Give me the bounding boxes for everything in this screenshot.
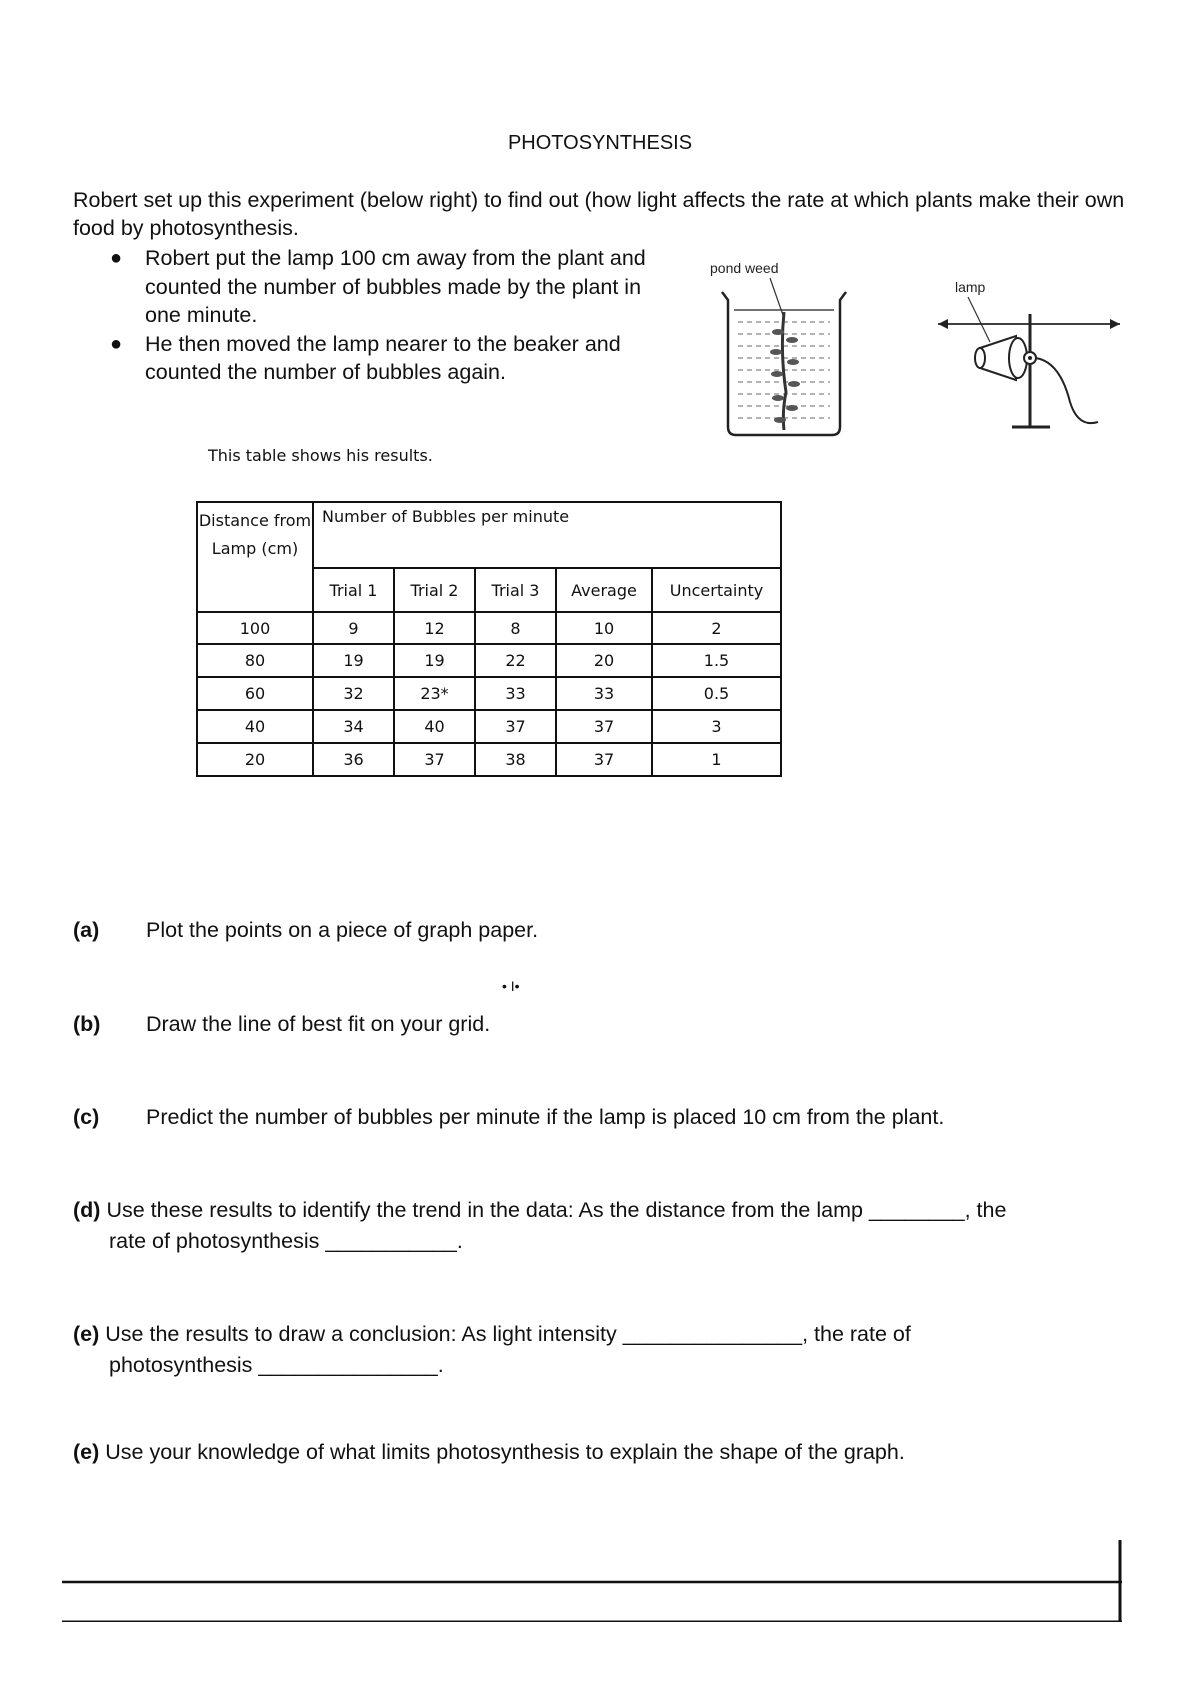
table-row	[197, 612, 781, 644]
table-cell: 12	[394, 612, 475, 644]
question-text: Draw the line of best fit on your grid.	[146, 1012, 491, 1036]
table-row	[197, 677, 781, 710]
bullet-text: Robert put the lamp 100 cm away from the plant and counted the number of bubbles made by the plant in one minute.	[145, 246, 646, 327]
experiment-diagram	[700, 252, 1140, 442]
table-cell: 60	[197, 677, 313, 710]
table-cell: 10	[556, 612, 652, 644]
question-e-conclusion	[73, 1319, 1133, 1381]
table-cell: 32	[313, 677, 394, 710]
question-label: (d)	[73, 1198, 101, 1222]
question-label: (b)	[73, 1012, 101, 1036]
lamp-icon	[938, 297, 1120, 427]
question-e-explain	[73, 1437, 1133, 1468]
lamp-label: lamp	[955, 279, 986, 295]
table-cell: 22	[475, 644, 556, 677]
question-d	[73, 1195, 1133, 1257]
table-cell: 33	[475, 677, 556, 710]
bullet-item	[110, 244, 680, 330]
column-header: Trial 3	[475, 568, 556, 612]
table-cell: 1.5	[652, 644, 781, 677]
bullet-dot-icon: ●	[110, 332, 123, 355]
table-cell: 80	[197, 644, 313, 677]
table-cell: 20	[197, 743, 313, 776]
question-label: (e)	[73, 1322, 100, 1346]
results-table	[196, 501, 782, 777]
table-row	[197, 743, 781, 776]
question-text-continued: rate of photosynthesis ___________.	[109, 1229, 463, 1253]
table-cell: 34	[313, 710, 394, 743]
table-cell: 36	[313, 743, 394, 776]
table-cell: 37	[556, 710, 652, 743]
table-cell: 40	[197, 710, 313, 743]
table-cell: 8	[475, 612, 556, 644]
table-cell: 9	[313, 612, 394, 644]
question-text-continued: photosynthesis _______________.	[109, 1353, 444, 1377]
stray-mark: • I•	[502, 978, 520, 994]
bullet-item	[110, 330, 680, 387]
question-text: Use the results to draw a conclusion: As light intensity _______________, the rate of	[105, 1322, 911, 1346]
table-cell: 19	[394, 644, 475, 677]
question-text: Use your knowledge of what limits photosynthesis to explain the shape of the graph.	[105, 1440, 905, 1464]
question-label: (c)	[73, 1105, 100, 1129]
table-cell: 19	[313, 644, 394, 677]
column-header: Trial 2	[394, 568, 475, 612]
table-row	[197, 710, 781, 743]
table-cell: 37	[556, 743, 652, 776]
table-row	[197, 644, 781, 677]
table-cell: 20	[556, 644, 652, 677]
column-header: Average	[556, 568, 652, 612]
table-cell: 37	[475, 710, 556, 743]
table-cell: 23*	[394, 677, 475, 710]
bubbles-group-header: Number of Bubbles per minute	[313, 502, 781, 568]
table-cell: 100	[197, 612, 313, 644]
question-text: Predict the number of bubbles per minute if the lamp is placed 10 cm from the plant.	[146, 1105, 945, 1129]
bullet-list	[110, 244, 680, 387]
table-cell: 3	[652, 710, 781, 743]
table-cell: 40	[394, 710, 475, 743]
question-label: (a)	[73, 918, 100, 942]
table-cell: 33	[556, 677, 652, 710]
pond-weed-label: pond weed	[710, 260, 779, 276]
page-title: PHOTOSYNTHESIS	[507, 132, 693, 154]
question-text: Use these results to identify the trend in the data: As the distance from the lamp ________, the	[106, 1198, 1007, 1222]
intro-paragraph: Robert set up this experiment (below right) to find out (how light affects the rate at which plants make their own food by photosynthesis.	[73, 188, 1125, 240]
answer-lines	[62, 1540, 1122, 1622]
table-cell: 38	[475, 743, 556, 776]
table-cell: 2	[652, 612, 781, 644]
table-cell: 1	[652, 743, 781, 776]
table-caption: This table shows his results.	[208, 446, 433, 465]
table-cell: 37	[394, 743, 475, 776]
pond-weed-icon	[770, 278, 800, 430]
bullet-text: He then moved the lamp nearer to the beaker and counted the number of bubbles again.	[145, 331, 621, 384]
column-header: Uncertainty	[652, 568, 781, 612]
question-label: (e)	[73, 1440, 100, 1464]
distance-header: Distance from Lamp (cm)	[197, 502, 313, 612]
table-cell: 0.5	[652, 677, 781, 710]
bullet-dot-icon: ●	[110, 247, 123, 269]
column-header: Trial 1	[313, 568, 394, 612]
question-text: Plot the points on a piece of graph paper.	[146, 918, 539, 942]
